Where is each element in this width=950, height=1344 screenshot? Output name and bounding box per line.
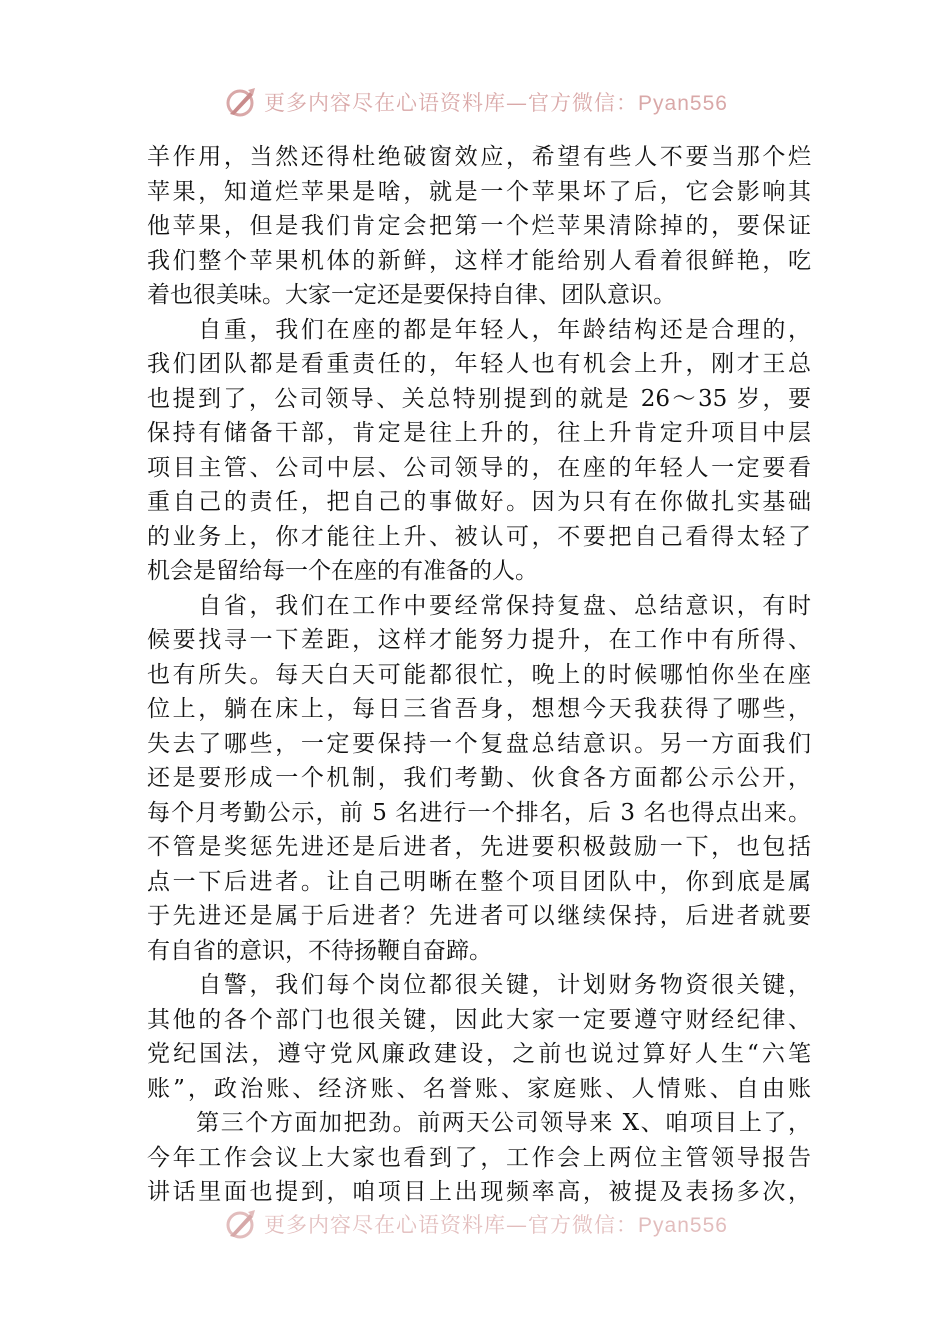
text-line: 第三个方面加把劲。前两天公司领导来 X、咱项目上了，: [147, 1110, 811, 1136]
watermark-text: 更多内容尽在心语资料库—官方微信：Pyan556: [264, 91, 728, 115]
text-line: 讲话里面也提到，咱项目上出现频率高，被提及表扬多次，: [147, 1179, 811, 1205]
document-body: [147, 140, 811, 1210]
text-line: 自警，我们每个岗位都很关键，计划财务物资很关键，: [147, 972, 811, 998]
text-line: 自重，我们在座的都是年轻人，年龄结构还是合理的，: [147, 316, 811, 343]
text-line: 今年工作会议上大家也看到了，工作会上两位主管领导报告: [147, 1144, 811, 1171]
text-line: 每个月考勤公示，前 5 名进行一个排名，后 3 名也得点出来。: [147, 799, 811, 826]
text-line: 保持有储备干部，肯定是往上升的，往上升肯定升项目中层: [147, 420, 811, 446]
text-line: 自省，我们在工作中要经常保持复盘、总结意识，有时: [147, 592, 811, 619]
text-line: 也有所失。每天白天可能都很忙，晚上的时候哪怕你坐在座: [147, 661, 811, 688]
text-line: 还是要形成一个机制，我们考勤、伙食各方面都公示公开，: [147, 765, 811, 791]
text-line: 其他的各个部门也很关键，因此大家一定要遵守财经纪律、: [147, 1006, 811, 1033]
text-line: 我们整个苹果机体的新鲜，这样才能给别人看着很鲜艳，吃: [147, 247, 811, 274]
text-line: 我们团队都是看重责任的，年轻人也有机会上升，刚才王总: [147, 351, 811, 377]
text-line: 失去了哪些，一定要保持一个复盘总结意识。另一方面我们: [147, 730, 811, 757]
text-line: 的业务上，你才能往上升、被认可，不要把自己看得太轻了: [147, 523, 811, 550]
quill-logo-icon: [222, 1206, 258, 1242]
text-line: 苹果，知道烂苹果是啥，就是一个苹果坏了后，它会影响其: [147, 178, 811, 205]
footer-watermark: [0, 1206, 950, 1242]
text-line: 位上，躺在床上，每日三省吾身，想想今天我获得了哪些，: [147, 696, 811, 722]
watermark-text: 更多内容尽在心语资料库—官方微信：Pyan556: [264, 1213, 728, 1237]
text-line: 党纪国法，遵守党风廉政建设，之前也说过算好人生“六笔: [147, 1041, 811, 1067]
text-line: 他苹果，但是我们肯定会把第一个烂苹果清除掉的，要保证: [147, 213, 811, 239]
header-watermark: [0, 84, 950, 120]
text-line: 也提到了，公司领导、关总特别提到的就是 26～35 岁，要: [147, 385, 811, 412]
text-line: 有自省的意识，不待扬鞭自奋蹄。: [147, 937, 492, 964]
quill-logo-icon: [222, 84, 258, 120]
text-line: 着也很美味。大家一定还是要保持自律、团队意识。: [147, 282, 676, 308]
text-line: 账”，政治账、经济账、名誉账、家庭账、人情账、自由账: [147, 1075, 811, 1102]
text-line: 点一下后进者。让自己明晰在整个项目团队中，你到底是属: [147, 868, 811, 895]
text-line: 不管是奖惩先进还是后进者，先进要积极鼓励一下，也包括: [147, 834, 811, 860]
text-line: 重自己的责任，把自己的事做好。因为只有在你做扎实基础: [147, 489, 811, 515]
text-line: 于先进还是属于后进者？先进者可以继续保持，后进者就要: [147, 903, 811, 929]
text-line: 候要找寻一下差距，这样才能努力提升，在工作中有所得、: [147, 627, 811, 653]
text-line: 羊作用，当然还得杜绝破窗效应，希望有些人不要当那个烂: [147, 144, 811, 170]
text-line: 项目主管、公司中层、公司领导的，在座的年轻人一定要看: [147, 454, 811, 481]
text-line: 机会是留给每一个在座的有准备的人。: [147, 558, 538, 584]
